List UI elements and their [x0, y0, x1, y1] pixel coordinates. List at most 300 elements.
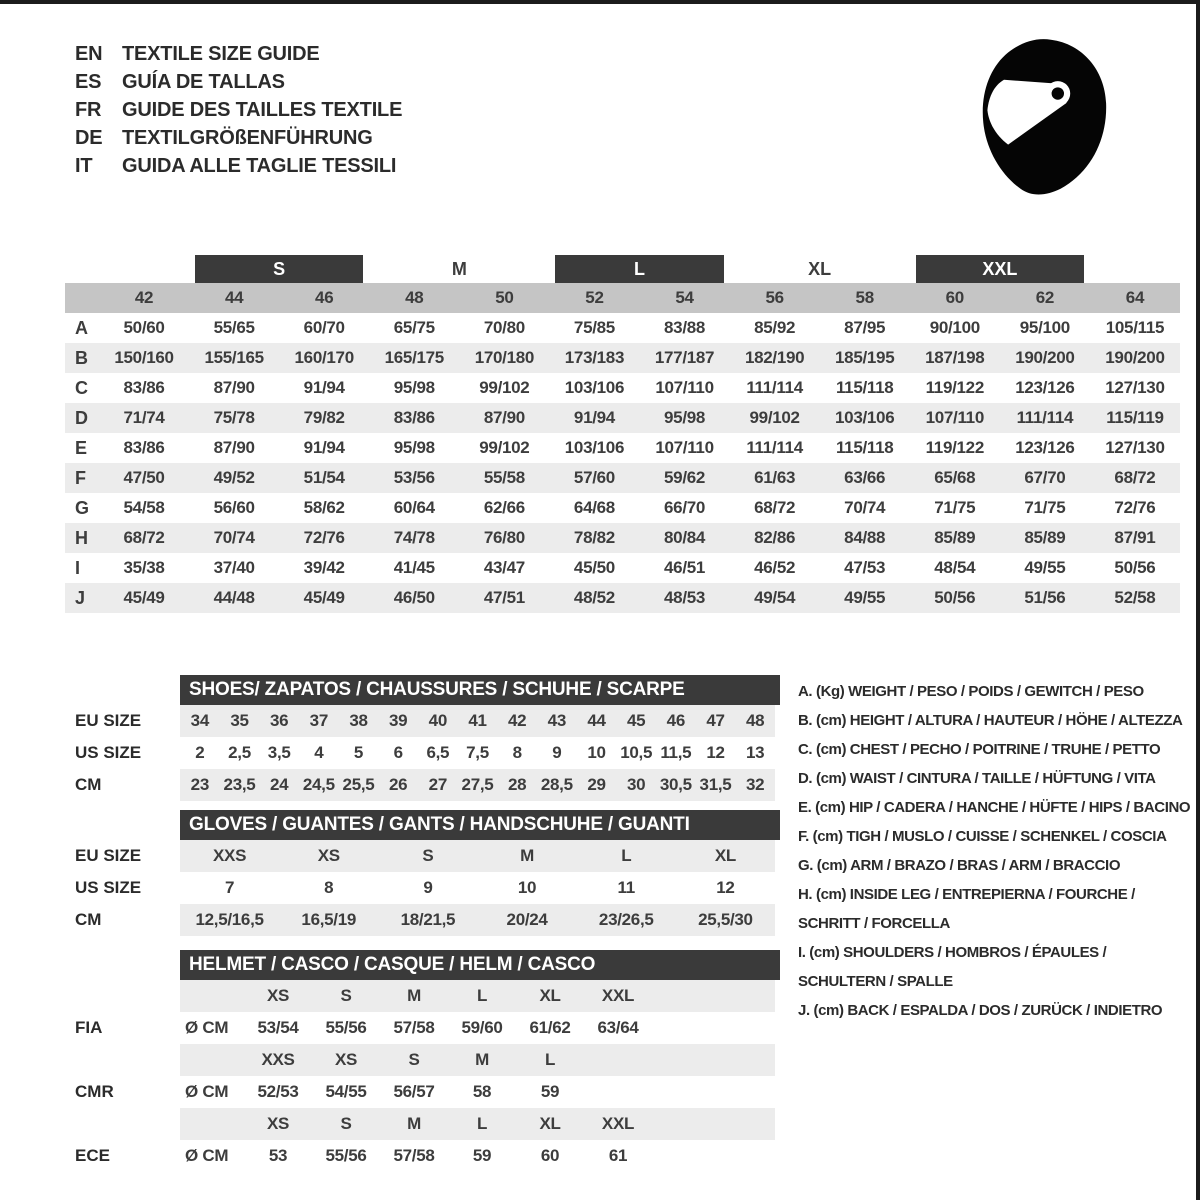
row-letter: B — [75, 347, 88, 368]
table-row — [65, 433, 1180, 463]
helmet-value-cell: 53/54 — [257, 1018, 299, 1037]
measurement-cell: 76/80 — [483, 528, 525, 547]
measurement-cell: 48/54 — [934, 558, 976, 577]
size-cell: 6,5 — [426, 743, 450, 762]
measurement-cell: 78/82 — [573, 528, 615, 547]
measurement-cell: 37/40 — [213, 558, 255, 577]
helmet-value-cell: 55/56 — [325, 1018, 367, 1037]
measurement-cell: 190/200 — [1105, 348, 1165, 367]
language-list — [75, 40, 402, 180]
table-row — [65, 493, 1180, 523]
row-letter: A — [75, 317, 88, 338]
measurement-cell: 170/180 — [474, 348, 535, 367]
helmet-value-cell: 59/60 — [461, 1018, 503, 1037]
size-header-cell: 46 — [315, 288, 334, 307]
top-border-line — [0, 0, 1200, 4]
row-label: EU SIZE — [75, 711, 142, 730]
measurement-cell: 99/102 — [479, 378, 530, 397]
measurement-cell: 123/126 — [1015, 438, 1075, 457]
size-cell: 45 — [627, 711, 646, 730]
measurement-cell: 155/165 — [204, 348, 264, 367]
row-label — [75, 1044, 180, 1076]
measurement-cell: 49/55 — [844, 588, 886, 607]
language-code: DE — [75, 126, 103, 149]
size-group-label: XL — [808, 258, 832, 279]
measurement-cell: 44/48 — [213, 588, 255, 607]
row-label: US SIZE — [75, 878, 142, 897]
measurement-cell: 68/72 — [754, 498, 796, 517]
row-label: US SIZE — [75, 743, 142, 762]
size-cell: 37 — [309, 711, 328, 730]
size-cell: 39 — [389, 711, 408, 730]
table-row — [65, 523, 1180, 553]
helmet-size-cell — [584, 1044, 652, 1076]
measurement-cell: 95/98 — [664, 408, 706, 427]
helmet-values-row — [180, 1140, 775, 1172]
shoes-title-bar: SHOES/ ZAPATOS / CHAUSSURES / SCHUHE / SCARPE — [180, 675, 780, 705]
measurement-cell: 115/118 — [835, 378, 894, 397]
size-cell: M — [520, 846, 534, 865]
measurement-cell: 50/60 — [123, 318, 165, 337]
measurement-cell: 65/68 — [934, 468, 976, 487]
size-cell: 28 — [508, 775, 527, 794]
size-cell: 26 — [389, 775, 408, 794]
gloves-values-row — [180, 872, 775, 904]
shoes-values-row — [180, 737, 775, 769]
gloves-row — [75, 904, 780, 936]
language-title: TEXTILGRÖßENFÜHRUNG — [122, 126, 373, 149]
helmet-size-cell: XXL — [601, 986, 635, 1005]
size-cell: 12 — [706, 743, 725, 762]
size-group-bar: XXL — [916, 255, 1084, 283]
measurement-cell: 39/42 — [303, 558, 345, 577]
size-group-label: M — [451, 258, 467, 279]
legend-item: A. (Kg) WEIGHT / PESO / POIDS / GEWITCH / PESO — [798, 683, 1144, 700]
helmet-size-label-row — [75, 1108, 780, 1140]
measurement-cell: 87/90 — [213, 438, 255, 457]
row-letter: E — [75, 437, 87, 458]
measurement-cell: 48/53 — [664, 588, 706, 607]
helmet-value-cell: 57/58 — [393, 1018, 435, 1037]
measurement-cell: 54/58 — [123, 498, 165, 517]
size-cell: 18/21,5 — [400, 910, 456, 929]
measurement-cell: 62/66 — [483, 498, 525, 517]
size-header-cell: 56 — [765, 288, 784, 307]
size-cell: 2 — [195, 743, 205, 762]
size-cell: 6 — [393, 743, 403, 762]
size-group-header-row — [65, 255, 1180, 283]
measurement-cell: 71/74 — [123, 408, 165, 427]
measurement-cell: 91/94 — [303, 378, 345, 397]
measurement-cell: 60/70 — [303, 318, 345, 337]
measurement-cell: 45/49 — [123, 588, 165, 607]
measurement-cell: 71/75 — [1024, 498, 1066, 517]
helmet-value-cell: 60 — [540, 1146, 560, 1165]
language-code: ES — [75, 70, 102, 93]
measurement-legend — [798, 677, 1196, 1025]
measurement-cell: 50/56 — [1114, 558, 1156, 577]
measurement-cell: 45/49 — [303, 588, 345, 607]
helmet-size-cell: XL — [539, 986, 561, 1005]
language-title: GUIDE DES TAILLES TEXTILE — [122, 98, 403, 121]
size-header-cell: 58 — [855, 288, 874, 307]
size-cell: 9 — [552, 743, 562, 762]
unit-spacer — [180, 1044, 244, 1076]
standard-label: ECE — [75, 1146, 110, 1165]
measurement-cell: 84/88 — [844, 528, 886, 547]
size-group-bar: L — [555, 255, 723, 283]
size-cell: L — [621, 846, 632, 865]
helmet-size-cell: XS — [266, 1114, 290, 1133]
size-cell: 2,5 — [228, 743, 251, 762]
measurement-cell: 150/160 — [114, 348, 174, 367]
legend-item: B. (cm) HEIGHT / ALTURA / HAUTEUR / HÖHE / ALTEZZA — [798, 712, 1183, 729]
row-letter: F — [75, 467, 86, 488]
measurement-cell: 46/51 — [664, 558, 706, 577]
measurement-cell: 79/82 — [303, 408, 345, 427]
helmet-value-cell: 59 — [540, 1082, 560, 1101]
measurement-cell: 68/72 — [1114, 468, 1156, 487]
size-cell: 4 — [314, 743, 324, 762]
helmet-value-cell: 53 — [268, 1146, 288, 1165]
measurement-cell: 115/118 — [835, 438, 894, 457]
measurement-cell: 55/65 — [213, 318, 255, 337]
measurement-cell: 105/115 — [1105, 318, 1165, 337]
measurement-cell: 49/52 — [213, 468, 255, 487]
measurement-cell: 127/130 — [1105, 438, 1165, 457]
helmet-value-cell: 59 — [472, 1146, 492, 1165]
table-row — [65, 553, 1180, 583]
measurement-cell: 46/50 — [393, 588, 435, 607]
size-cell: 36 — [270, 711, 289, 730]
size-cell: 34 — [190, 711, 209, 730]
size-cell: 8 — [324, 878, 334, 897]
size-cell: 24 — [270, 775, 289, 794]
measurement-cell: 70/74 — [844, 498, 886, 517]
language-code: IT — [75, 154, 93, 177]
measurement-cell: 185/195 — [835, 348, 895, 367]
measurement-cell: 57/60 — [573, 468, 615, 487]
measurement-cell: 61/63 — [754, 468, 796, 487]
row-label — [75, 980, 180, 1012]
table-row — [65, 343, 1180, 373]
shoes-row — [75, 769, 780, 801]
measurement-cell: 91/94 — [573, 408, 615, 427]
table-row — [65, 403, 1180, 433]
helmet-value-cell: 63/64 — [597, 1018, 639, 1037]
helmet-size-cell: XXL — [601, 1114, 635, 1133]
standard-label: FIA — [75, 1018, 103, 1037]
measurement-cell: 48/52 — [573, 588, 615, 607]
helmet-size-cell: XL — [539, 1114, 561, 1133]
size-cell: 11,5 — [660, 743, 692, 762]
helmet-value-cell: 61/62 — [529, 1018, 571, 1037]
table-row — [65, 583, 1180, 613]
language-title: TEXTILE SIZE GUIDE — [122, 42, 320, 65]
unit-spacer — [180, 980, 244, 1012]
language-code: FR — [75, 98, 102, 121]
measurement-cell: 59/62 — [664, 468, 706, 487]
size-cell: 47 — [706, 711, 725, 730]
gloves-title-bar: GLOVES / GUANTES / GANTS / HANDSCHUHE / GUANTI — [180, 810, 780, 840]
gloves-section — [75, 810, 780, 936]
size-cell: 8 — [512, 743, 522, 762]
shoes-values-row — [180, 769, 775, 801]
helmet-size-cell: L — [476, 986, 488, 1005]
standard-label: CMR — [75, 1082, 114, 1101]
size-group-bar: S — [195, 255, 363, 283]
helmet-title-bar: HELMET / CASCO / CASQUE / HELM / CASCO — [180, 950, 780, 980]
row-label: EU SIZE — [75, 846, 142, 865]
size-cell: 10 — [517, 878, 537, 897]
helmet-value-cell: 58 — [472, 1082, 492, 1101]
measurement-cell: 46/52 — [754, 558, 796, 577]
helmet-value-cell: 54/55 — [325, 1082, 367, 1101]
measurement-cell: 49/55 — [1024, 558, 1066, 577]
helmet-section — [75, 950, 780, 1172]
size-cell: 41 — [468, 711, 487, 730]
size-cell: 16,5/19 — [301, 910, 357, 929]
size-cell: 44 — [587, 711, 606, 730]
language-row — [75, 124, 402, 152]
measurement-cell: 83/86 — [123, 378, 165, 397]
measurement-cell: 67/70 — [1024, 468, 1066, 487]
size-cell: 29 — [587, 775, 606, 794]
size-cell: 38 — [349, 711, 368, 730]
legend-item: D. (cm) WAIST / CINTURA / TAILLE / HÜFTUNG / VITA — [798, 770, 1156, 787]
measurement-cell: 99/102 — [479, 438, 530, 457]
language-row — [75, 152, 402, 180]
helmet-size-cell: XXS — [261, 1050, 295, 1069]
helmet-sizes-row — [180, 980, 775, 1012]
measurement-cell: 87/90 — [483, 408, 525, 427]
measurement-cell: 75/85 — [573, 318, 615, 337]
size-cell: 9 — [423, 878, 433, 897]
size-header-cell: 60 — [945, 288, 964, 307]
racing-helmet-icon — [975, 33, 1113, 201]
size-cell: 20/24 — [506, 910, 548, 929]
language-title: GUIDA ALLE TAGLIE TESSILI — [122, 154, 397, 177]
legend-item: F. (cm) TIGH / MUSLO / CUISSE / SCHENKEL / COSCIA — [798, 828, 1167, 845]
measurement-cell: 43/47 — [483, 558, 525, 577]
size-cell: S — [422, 846, 434, 865]
size-cell: 35 — [230, 711, 249, 730]
helmet-value-cell: 52/53 — [257, 1082, 299, 1101]
legend-item: I. (cm) SHOULDERS / HOMBROS / ÉPAULES / SCHULTERN / SPALLE — [798, 944, 1107, 990]
measurement-cell: 41/45 — [393, 558, 435, 577]
row-letter: C — [75, 377, 88, 398]
measurement-cell: 160/170 — [294, 348, 354, 367]
size-cell: 24,5 — [302, 775, 335, 794]
diameter-unit-cell: Ø CM — [185, 1018, 229, 1037]
measurement-cell: 119/122 — [925, 438, 984, 457]
helmet-size-cell: L — [544, 1050, 556, 1069]
size-cell: 12 — [716, 878, 735, 897]
size-cell: 27 — [428, 775, 447, 794]
measurement-cell: 68/72 — [123, 528, 165, 547]
table-row — [65, 373, 1180, 403]
legend-item: H. (cm) INSIDE LEG / ENTREPIERNA / FOURCHE / SCHRITT / FORCELLA — [798, 886, 1135, 932]
size-cell: 23,5 — [223, 775, 256, 794]
measurement-cell: 82/86 — [754, 528, 796, 547]
measurement-cell: 47/53 — [844, 558, 886, 577]
measurement-cell: 107/110 — [655, 378, 714, 397]
measurement-cell: 47/50 — [123, 468, 165, 487]
helmet-sizes-row — [180, 1108, 775, 1140]
size-cell: 23/26,5 — [598, 910, 654, 929]
right-border-line — [1196, 0, 1200, 1200]
size-cell: XS — [317, 846, 340, 865]
measurement-cell: 107/110 — [655, 438, 714, 457]
helmet-size-cell: XS — [266, 986, 290, 1005]
measurement-cell: 103/106 — [564, 378, 625, 397]
size-header-cell: 50 — [495, 288, 514, 307]
helmet-size-label-row — [75, 1044, 780, 1076]
row-letter: J — [75, 587, 85, 608]
measurement-cell: 45/50 — [573, 558, 615, 577]
measurement-cell: 90/100 — [929, 318, 980, 337]
size-cell: 7,5 — [466, 743, 489, 762]
size-cell: 13 — [746, 743, 765, 762]
helmet-size-cell: XS — [334, 1050, 358, 1069]
language-row — [75, 96, 402, 124]
measurement-cell: 74/78 — [393, 528, 435, 547]
measurement-cell: 119/122 — [925, 378, 984, 397]
measurement-cell: 70/74 — [213, 528, 255, 547]
size-header-cell: 48 — [405, 288, 424, 307]
measurement-cell: 49/54 — [754, 588, 796, 607]
size-number-header-row — [65, 283, 1180, 313]
measurement-cell: 111/114 — [746, 438, 803, 457]
measurement-cell: 173/183 — [564, 348, 625, 367]
size-cell: 25,5/30 — [698, 910, 753, 929]
measurement-cell: 75/78 — [213, 408, 255, 427]
size-cell: 30 — [627, 775, 646, 794]
measurement-cell: 103/106 — [564, 438, 625, 457]
measurement-cell: 47/51 — [483, 588, 525, 607]
apparel-table-body — [65, 313, 1180, 613]
helmet-size-cell: S — [408, 1050, 420, 1069]
gloves-values-row — [180, 904, 775, 936]
size-cell: 3,5 — [267, 743, 291, 762]
measurement-cell: 87/91 — [1114, 528, 1156, 547]
measurement-cell: 95/98 — [393, 378, 435, 397]
measurement-cell: 53/56 — [393, 468, 435, 487]
size-cell: 10,5 — [620, 743, 653, 762]
measurement-cell: 80/84 — [664, 528, 706, 547]
table-row — [65, 463, 1180, 493]
measurement-cell: 111/114 — [1016, 408, 1074, 427]
helmet-size-cell: M — [475, 1050, 489, 1069]
apparel-size-table — [65, 255, 1180, 613]
row-label — [75, 1108, 180, 1140]
helmet-size-label-row — [75, 980, 780, 1012]
unit-spacer — [180, 1108, 244, 1140]
shoes-values-row — [180, 705, 775, 737]
size-header-cell: 42 — [134, 288, 154, 307]
helmet-sizes-row — [180, 1044, 775, 1076]
size-cell: 27,5 — [461, 775, 494, 794]
helmet-size-cell: L — [476, 1114, 488, 1133]
measurement-cell: 99/102 — [749, 408, 800, 427]
measurement-cell: 72/76 — [1114, 498, 1156, 517]
measurement-cell: 107/110 — [925, 408, 984, 427]
shoes-section — [75, 675, 780, 801]
measurement-cell: 111/114 — [746, 378, 803, 397]
measurement-cell: 50/56 — [934, 588, 976, 607]
measurement-cell: 52/58 — [1114, 588, 1156, 607]
size-cell: 32 — [746, 775, 765, 794]
size-cell: 31,5 — [699, 775, 732, 794]
row-label: CM — [75, 775, 102, 794]
measurement-cell: 35/38 — [123, 558, 165, 577]
measurement-cell: 87/90 — [213, 378, 255, 397]
gloves-values-row — [180, 840, 775, 872]
row-letter: I — [75, 557, 80, 578]
measurement-cell: 190/200 — [1015, 348, 1075, 367]
language-row — [75, 40, 402, 68]
gloves-row — [75, 872, 780, 904]
helmet-standard-row — [75, 1140, 780, 1172]
measurement-cell: 85/89 — [934, 528, 976, 547]
helmet-value-cell: 57/58 — [393, 1146, 435, 1165]
helmet-size-cell: M — [407, 986, 421, 1005]
shoes-row — [75, 737, 780, 769]
size-cell: 42 — [508, 711, 527, 730]
measurement-cell: 182/190 — [744, 348, 805, 367]
helmet-values-row — [180, 1012, 775, 1044]
measurement-cell: 177/187 — [654, 348, 715, 367]
size-cell: 46 — [666, 711, 685, 730]
size-header-cell: 64 — [1125, 288, 1145, 307]
legend-item: J. (cm) BACK / ESPALDA / DOS / ZURÜCK / INDIETRO — [798, 1002, 1163, 1019]
size-cell: 5 — [353, 743, 364, 762]
gloves-row — [75, 840, 780, 872]
row-label: CM — [75, 910, 102, 929]
measurement-cell: 71/75 — [934, 498, 976, 517]
measurement-cell: 58/62 — [303, 498, 345, 517]
measurement-cell: 70/80 — [483, 318, 525, 337]
measurement-cell: 83/86 — [123, 438, 165, 457]
helmet-value-cell: 55/56 — [325, 1146, 367, 1165]
helmet-size-cell: S — [340, 1114, 352, 1133]
size-cell: 28,5 — [540, 775, 573, 794]
measurement-cell: 187/198 — [925, 348, 985, 367]
measurement-cell: 83/88 — [664, 318, 706, 337]
measurement-cell: 55/58 — [483, 468, 525, 487]
table-row — [65, 313, 1180, 343]
size-header-cell: 54 — [675, 288, 694, 307]
size-cell: 7 — [225, 878, 235, 897]
measurement-cell: 51/54 — [303, 468, 345, 487]
measurement-cell: 72/76 — [303, 528, 345, 547]
size-header-spacer — [65, 283, 99, 313]
measurement-cell: 64/68 — [573, 498, 615, 517]
size-cell: 11 — [617, 878, 635, 897]
size-cell: XL — [714, 846, 736, 865]
legend-item: G. (cm) ARM / BRAZO / BRAS / ARM / BRACCIO — [798, 857, 1121, 874]
size-cell: 43 — [547, 711, 566, 730]
measurement-cell: 123/126 — [1015, 378, 1075, 397]
size-cell: 30,5 — [659, 775, 692, 794]
language-title: GUÍA DE TALLAS — [122, 70, 285, 93]
measurement-cell: 51/56 — [1024, 588, 1066, 607]
measurement-cell: 165/175 — [384, 348, 444, 367]
helmet-standard-row — [75, 1012, 780, 1044]
legend-item: E. (cm) HIP / CADERA / HANCHE / HÜFTE / HIPS / BACINO — [798, 799, 1191, 816]
helmet-value-cell: 56/57 — [393, 1082, 435, 1101]
size-cell: 10 — [587, 743, 606, 762]
